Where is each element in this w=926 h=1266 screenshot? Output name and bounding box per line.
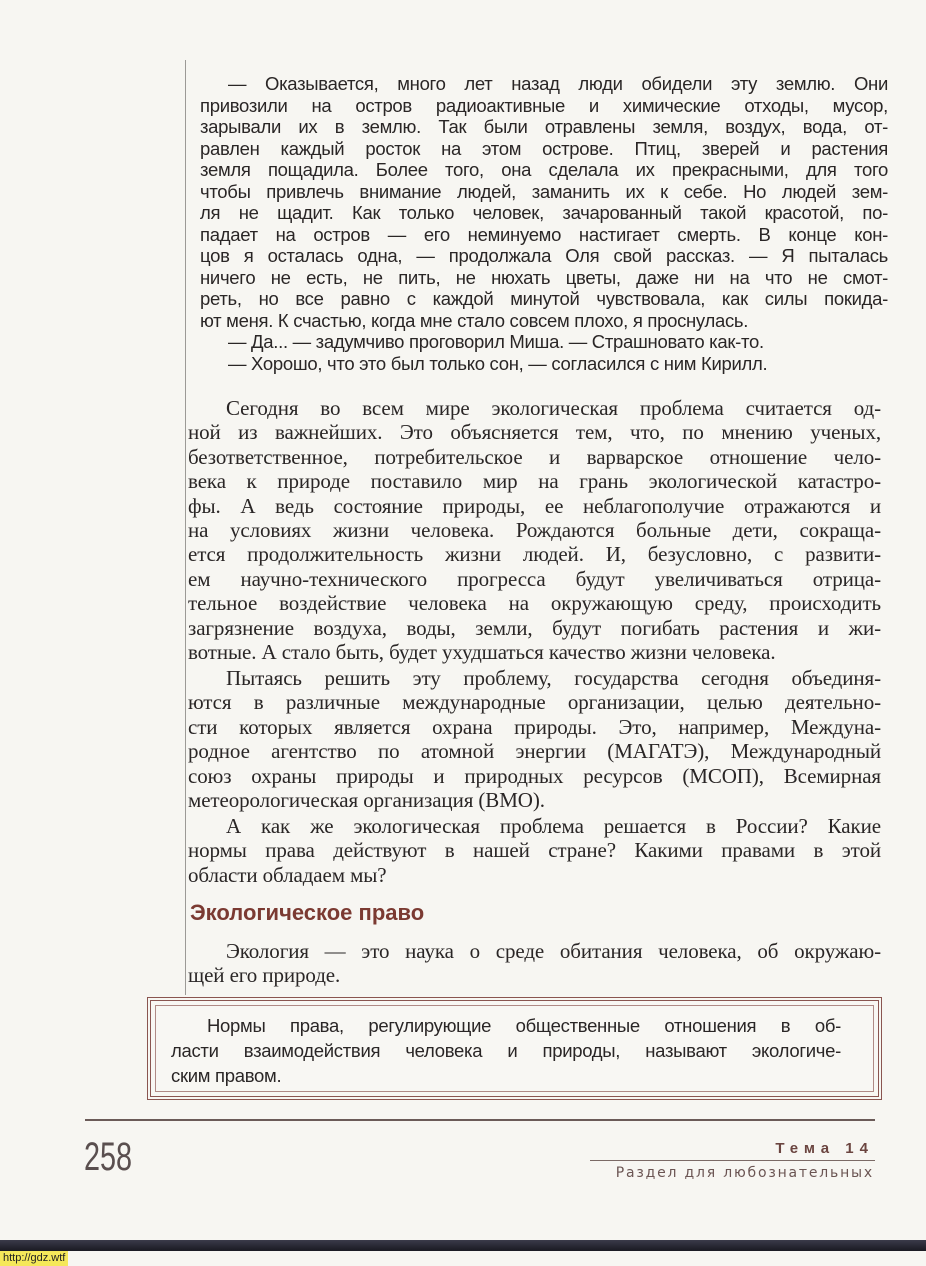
text-line: безответственное, потребительское и варварское отношение чело- <box>188 444 881 469</box>
paragraph-ecology-definition <box>188 939 881 988</box>
text-line: цов я осталась одна, — продолжала Оля свой рассказ. — Я пыталась <box>200 245 888 266</box>
definition-box <box>147 997 882 1100</box>
text-line: ничего не есть, не пить, не нюхать цветы, даже ни на что не смот- <box>200 266 888 288</box>
text-line: ским правом. <box>171 1065 282 1086</box>
text-line: — Оказывается, много лет назад люди обидели эту землю. Они <box>228 73 888 94</box>
definition-text <box>171 1013 841 1088</box>
text-line: сти которых является охрана природы. Это, например, Междуна- <box>188 714 881 739</box>
text-line: ля не щадит. Как только человек, зачарованный такой красотой, по- <box>200 202 888 223</box>
text-line: вотные. А стало быть, будет ухудшаться качество жизни человека. <box>188 640 776 665</box>
section-heading: Экологическое право <box>190 900 425 925</box>
text-line: ется продолжительность жизни людей. И, безусловно, с развити- <box>188 542 881 567</box>
margin-rule <box>185 60 186 995</box>
text-line: Сегодня во всем мире экологическая проблема считается од- <box>226 396 881 420</box>
text-line: ной из важнейших. Это объясняется тем, что, по мнению ученых, <box>188 420 881 445</box>
page-number: 258 <box>84 1135 133 1179</box>
section-label: Раздел для любознательных <box>615 1165 874 1181</box>
paragraph-ecology-problem <box>188 396 881 664</box>
text-line: земля пощадила. Более того, она сделала их прекрасными, для того <box>200 159 888 180</box>
watermark-link[interactable]: http://gdz.wtf <box>0 1251 68 1266</box>
text-line: равлен каждый росток на этом острове. Птиц, зверей и растения <box>200 137 888 159</box>
text-line: реть, но все равно с каждой минутой чувствовала, как силы покида- <box>200 288 888 309</box>
footer-rule <box>85 1119 875 1121</box>
paragraph-organizations <box>188 666 881 812</box>
text-line: ются в различные международные организации, целью деятельно- <box>188 690 881 715</box>
text-line: ем научно-технического прогресса будут увеличиваться отрица- <box>188 566 881 591</box>
text-line: фы. А ведь состояние природы, ее неблагополучие отражаются и <box>188 493 881 518</box>
text-line: союз охраны природы и природных ресурсов (МСОП), Всемирная <box>188 763 881 788</box>
text-line: — Хорошо, что это был только сон, — согласился с ним Кирилл. <box>228 352 768 374</box>
text-line: А как же экологическая проблема решается в России? Какие <box>226 814 881 838</box>
text-line: области обладаем мы? <box>188 862 387 887</box>
text-line: ют меня. К счастью, когда мне стало совсем плохо, я проснулась. <box>200 309 749 331</box>
text-line: родное агентство по атомной энергии (МАГАТЭ), Международный <box>188 739 881 764</box>
text-line: — Да... — задумчиво проговорил Миша. — Страшновато как-то. <box>228 331 764 352</box>
text-line: на условиях жизни человека. Рождаются больные дети, сокраща- <box>188 518 881 543</box>
topic-rule <box>590 1160 875 1161</box>
text-line: чтобы привлечь внимание людей, заманить их к себе. Но людей зем- <box>200 180 888 202</box>
scan-edge <box>0 1240 926 1251</box>
text-line: привозили на остров радиоактивные и химические отходы, мусор, <box>200 94 888 116</box>
text-line: падает на остров — его неминуемо настигает смерть. В конце кон- <box>200 223 888 245</box>
text-line: Нормы права, регулирующие общественные отношения в об- <box>207 1015 841 1036</box>
text-line: века к природе поставило мир на грань экологической катастро- <box>188 469 881 494</box>
text-line: щей его природе. <box>188 963 341 988</box>
text-line: тельное воздействие человека на окружающую среду, происходить <box>188 591 881 616</box>
text-line: Экология — это наука о среде обитания человека, об окружаю- <box>226 939 881 963</box>
text-line: ласти взаимодействия человека и природы, называют экологиче- <box>171 1040 841 1061</box>
text-line: загрязнение воздуха, воды, земли, будут погибать растения и жи- <box>188 615 881 640</box>
text-line: метеорологическая организация (ВМО). <box>188 788 545 813</box>
topic-label: Тема 14 <box>775 1140 874 1157</box>
text-line: Пытаясь решить эту проблему, государства сегодня объединя- <box>226 666 881 690</box>
dialogue-text <box>200 73 888 374</box>
paragraph-questions <box>188 814 881 887</box>
text-line: нормы права действуют в нашей стране? Какими правами в этой <box>188 838 881 863</box>
text-line: зарывали их в землю. Так были отравлены земля, воздух, вода, от- <box>200 116 888 137</box>
